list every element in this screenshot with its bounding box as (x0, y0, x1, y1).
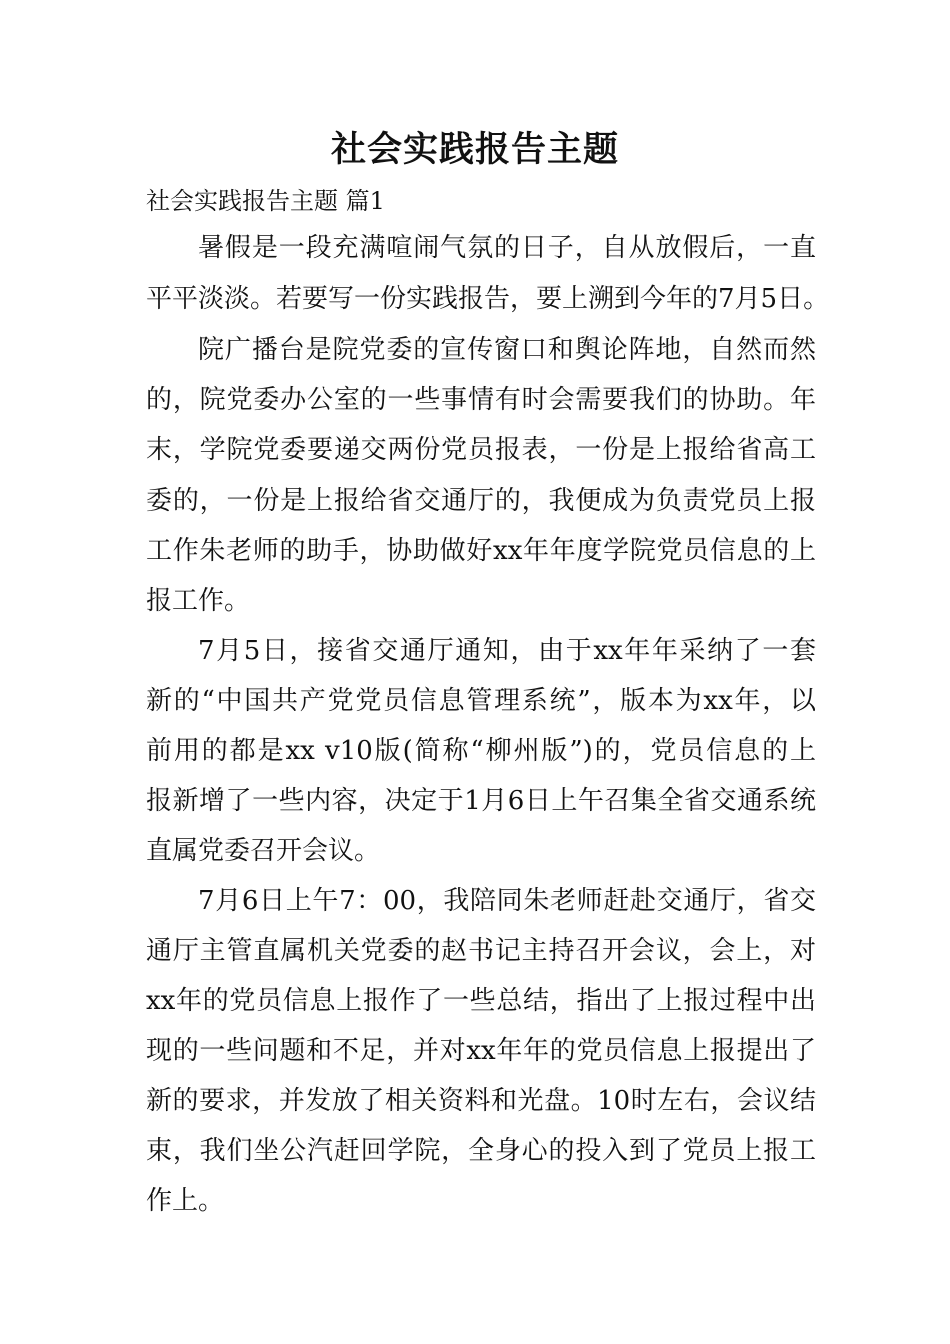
paragraph-4-line-5: 新的要求，并发放了相关资料和光盘。10时左右，会议结 (146, 1086, 816, 1116)
paragraph-3-line-1: 7月5日，接省交通厅通知，由于xx年年采纳了一套 (198, 636, 816, 666)
paragraph-4-line-3: xx年的党员信息上报作了一些总结，指出了上报过程中出 (146, 986, 816, 1016)
paragraph-3-line-2: 新的“中国共产党党员信息管理系统”，版本为xx年，以 (146, 686, 816, 716)
paragraph-4-line-2: 通厅主管直属机关党委的赵书记主持召开会议，会上，对 (146, 936, 816, 966)
paragraph-2-line-5: 工作朱老师的助手，协助做好xx年年度学院党员信息的上 (146, 536, 816, 566)
paragraph-3-line-3: 前用的都是xx v10版(简称“柳州版”)的，党员信息的上 (146, 736, 816, 766)
paragraph-1-line-1: 暑假是一段充满喧闹气氛的日子，自从放假后，一直 (198, 233, 816, 263)
paragraph-2-line-6: 报工作。 (146, 586, 251, 616)
paragraph-2-line-4: 委的，一份是上报给省交通厅的，我便成为负责党员上报 (146, 486, 816, 516)
paragraph-3-line-5: 直属党委召开会议。 (146, 836, 381, 866)
paragraph-3-line-4: 报新增了一些内容，决定于1月6日上午召集全省交通系统 (146, 786, 816, 816)
paragraph-1-line-2: 平平淡淡。若要写一份实践报告，要上溯到今年的7月5日。 (146, 284, 830, 314)
paragraph-2-line-1: 院广播台是院党委的宣传窗口和舆论阵地，自然而然 (198, 335, 816, 365)
paragraph-4-line-6: 束，我们坐公汽赶回学院，全身心的投入到了党员上报工 (146, 1136, 816, 1166)
paragraph-4-line-4: 现的一些问题和不足，并对xx年年的党员信息上报提出了 (146, 1036, 816, 1066)
paragraph-4-line-7: 作上。 (146, 1186, 225, 1216)
document-title: 社会实践报告主题 (330, 129, 619, 170)
section-heading: 社会实践报告主题 篇1 (146, 187, 385, 215)
paragraph-2-line-2: 的，院党委办公室的一些事情有时会需要我们的协助。年 (146, 385, 816, 415)
paragraph-4-line-1: 7月6日上午7：00，我陪同朱老师赶赴交通厅，省交 (198, 886, 816, 916)
paragraph-2-line-3: 末，学院党委要递交两份党员报表，一份是上报给省高工 (146, 435, 816, 465)
